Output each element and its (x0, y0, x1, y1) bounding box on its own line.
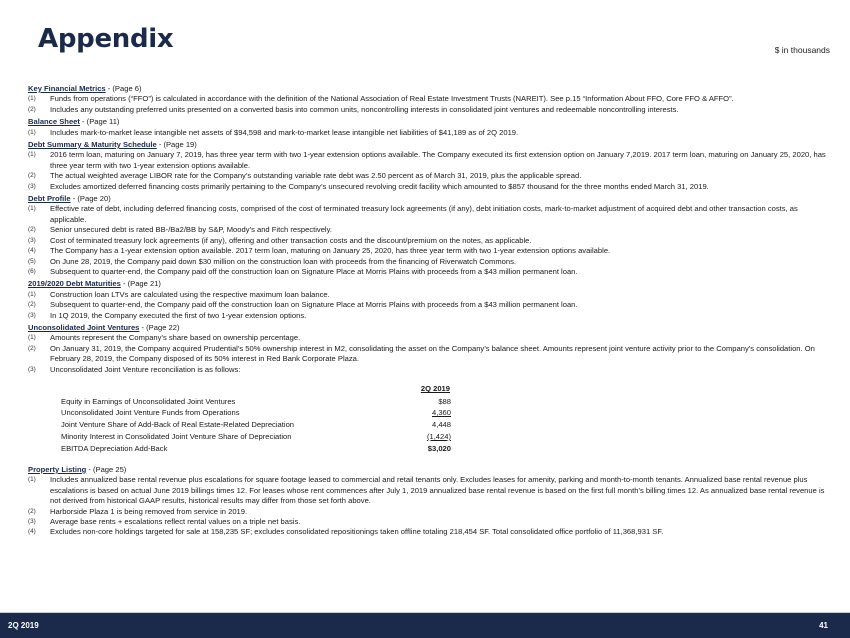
footnote (28, 182, 836, 192)
footnote-text: Construction loan LTVs are calculated using the respective maximum loan balance. (50, 289, 330, 299)
notes-sections (28, 84, 836, 375)
section (28, 279, 836, 321)
row-label: EBITDA Depreciation Add-Back (61, 443, 168, 453)
section-title: Balance Sheet (28, 117, 80, 127)
footer-bar (0, 613, 850, 638)
table-row (61, 431, 451, 443)
footnote (28, 204, 836, 225)
footnote (28, 290, 836, 300)
section-page-ref: - (Page 20) (70, 194, 111, 204)
appendix-content (28, 82, 836, 538)
section-heading (28, 279, 836, 289)
footnote-number: (1) (28, 205, 36, 213)
footnote (28, 300, 836, 310)
footnote-number: (3) (28, 517, 36, 525)
footnote-text: Funds from operations (“FFO”) is calculated in accordance with the definition of the National Association of Real Estate Investment Trusts (NAREIT). See p.15 “Information About FFO, Core FFO & AFFO”. (50, 94, 734, 104)
section-page-ref: - (Page 25) (86, 464, 127, 474)
footnote-text: 2016 term loan, maturing on January 7, 2019, has three year term with two 1-year extension options available. The Company executed its first extension option on January 7,2019. 2017 term loan, maturing on January 25, 2020, has three year term with two 1-year extension options available. (50, 150, 826, 170)
section-title: Debt Profile (28, 194, 71, 204)
row-value: 4,360 (431, 408, 451, 418)
section-heading (28, 117, 836, 127)
footnote-text: In 1Q 2019, the Company executed the first of two 1-year extension options. (50, 310, 307, 320)
footnote-number: (4) (28, 528, 36, 536)
footnote (28, 527, 836, 537)
row-label: Equity in Earnings of Unconsolidated Joint Ventures (61, 396, 236, 406)
footnote-number: (1) (28, 290, 36, 298)
section-heading (28, 465, 836, 475)
footnote-text: Cost of terminated treasury lock agreements (if any), offering and other transaction costs and the discount/premium on the notes, as applicable. (50, 235, 532, 245)
section-title: 2019/2020 Debt Maturities (28, 279, 121, 289)
footnote (28, 344, 836, 365)
footnote (28, 171, 836, 181)
footnote (28, 475, 836, 506)
section-title: Debt Summary & Maturity Schedule (28, 140, 157, 150)
section-page-ref: - (Page 19) (156, 140, 197, 150)
section-heading (28, 140, 836, 150)
footnote-number: (4) (28, 247, 36, 255)
row-label: Joint Venture Share of Add-Back of Real Estate-Related Depreciation (61, 420, 295, 430)
footnote-text: Subsequent to quarter-end, the Company paid off the construction loan on Signature Place at Morris Plains with proceeds from a $43 million permanent loan. (50, 300, 578, 310)
footnote (28, 225, 836, 235)
footnote-text: Average base rents + escalations reflect rental values on a triple net basis. (50, 516, 301, 526)
footnote (28, 311, 836, 321)
footnote-number: (2) (28, 172, 36, 180)
section-page-ref: - (Page 11) (79, 117, 120, 127)
footnote-text: The Company has a 1-year extension option available. 2017 term loan, maturing on January 25, 2020, has three year term with two 1-year extension options available. (50, 246, 611, 256)
footnote-number: (2) (28, 226, 36, 234)
footnote-number: (2) (28, 105, 36, 113)
footnote-number: (3) (28, 365, 36, 373)
section-page-ref: - (Page 22) (139, 322, 180, 332)
footnote-text: Amounts represent the Company’s share based on ownership percentage. (50, 333, 301, 343)
section-page-ref: - (Page 6) (105, 84, 142, 93)
footnote-text: Subsequent to quarter-end, the Company paid off the construction loan on Signature Place at Morris Plains with proceeds from a $43 million permanent loan. (50, 266, 578, 276)
footnote-number: (3) (28, 182, 36, 190)
jv-reconciliation-table (61, 383, 451, 455)
table-row (61, 408, 451, 420)
section (28, 194, 836, 277)
footnote-text: Excludes non-core holdings targeted for sale at 158,235 SF; excludes consolidated repositionings taken offline totaling 218,454 SF. Total consolidated office portfolio of 11,368,931 SF. (50, 527, 664, 537)
footnote-number: (1) (28, 151, 36, 159)
footnote (28, 105, 836, 115)
footnote (28, 507, 836, 517)
property-listing-section (28, 465, 836, 538)
footnote-number: (1) (28, 334, 36, 342)
section-heading (28, 323, 836, 333)
section-heading (28, 194, 836, 204)
row-value: $3,020 (427, 443, 451, 453)
footnote-text: On June 28, 2019, the Company paid down $30 million on the construction loan with proceeds from the financing of Riverwatch Commons. (50, 256, 517, 266)
footnote-number: (2) (28, 507, 36, 515)
footnote (28, 150, 836, 171)
footnote (28, 94, 836, 104)
section (28, 117, 836, 138)
footnote (28, 257, 836, 267)
section-page-ref: - (Page 21) (120, 279, 161, 289)
footnote-text: On January 31, 2019, the Company acquired Prudential’s 50% ownership interest in M2, consolidating the asset on the Company’s balance sheet. Amounts represent joint venture activity prior to the Company’s consolidation. On February 28, 2019, the Company disposed of its 50% interest in Red Bank Corporate Plaza. (50, 343, 815, 364)
section-title: Unconsolidated Joint Ventures (28, 322, 140, 332)
footnote-number: (5) (28, 257, 36, 265)
footnote-text: Includes any outstanding preferred units presented on a converted basis into common units, noncontrolling interests in consolidated joint ventures and redeemable noncontrolling interests. (50, 104, 679, 114)
row-value: (1,424) (426, 432, 451, 442)
row-value: 4,448 (431, 420, 451, 430)
section-title: Key Financial Metrics (28, 84, 106, 93)
footnote-text: The actual weighted average LIBOR rate for the Company’s outstanding variable rate debt was 2.50 percent as of March 31, 2019, plus the applicable spread. (50, 171, 582, 181)
footnote-number: (3) (28, 236, 36, 244)
section (28, 140, 836, 192)
page-number: 41 (819, 621, 828, 630)
footnote-text: Senior unsecured debt is rated BB-/Ba2/BB by S&P, Moody’s and Fitch respectively. (50, 225, 332, 235)
footnote-number: (1) (28, 95, 36, 103)
footnote-number: (2) (28, 301, 36, 309)
footer-period: 2Q 2019 (8, 621, 39, 630)
footnote-number: (1) (28, 128, 36, 136)
table-row (61, 396, 451, 408)
footnote (28, 267, 836, 277)
table-row (61, 420, 451, 432)
row-label: Minority Interest in Consolidated Joint Venture Share of Depreciation (61, 432, 292, 442)
footnote (28, 517, 836, 527)
footnote-number: (6) (28, 267, 36, 275)
jv-table-header: 2Q 2019 (420, 384, 450, 394)
footnote (28, 246, 836, 256)
section (28, 84, 836, 115)
section (28, 465, 836, 538)
section-title: Property Listing (28, 464, 87, 474)
row-value: $88 (438, 396, 451, 406)
footnote-text: Includes annualized base rental revenue plus escalations for square footage leased to commercial and retail tenants only. Excludes leases for amenity, parking and month-to-month tenants. Annualized base rental revenue plus escalations is based on actual June 2019 billings times 12. For leases whose rent commences after July 1, 2019 annualized base rental revenue is based on the first full month’s billing times 12. As annualized base rental revenue is not derived from historical GAAP results, historical results may differ from those set forth above. (50, 475, 825, 506)
footnote-text: Excludes amortized deferred financing costs primarily pertaining to the Company’s unsecured revolving credit facility which amounted to $857 thousand for the three months ended March 31, 2019. (50, 181, 709, 191)
footnote-text: Unconsolidated Joint Venture reconciliation is as follows: (50, 364, 241, 374)
units-note: $ in thousands (774, 45, 830, 55)
footnote-number: (2) (28, 344, 36, 352)
row-label: Unconsolidated Joint Venture Funds from Operations (61, 408, 240, 418)
footnote-text: Harborside Plaza 1 is being removed from service in 2019. (50, 506, 248, 516)
table-row (61, 443, 451, 455)
footnote-number: (3) (28, 311, 36, 319)
footnote (28, 333, 836, 343)
footnote (28, 365, 836, 375)
footnote-text: Includes mark-to-market lease intangible net assets of $94,598 and mark-to-market lease intangible net liabilities of $41,189 as of 2Q 2019. (50, 127, 519, 137)
section (28, 323, 836, 375)
footnote (28, 236, 836, 246)
footnote (28, 128, 836, 138)
footnote-text: Effective rate of debt, including deferred financing costs, comprised of the cost of terminated treasury lock agreements (if any), debt initiation costs, mark-to-market adjustment of acquired debt and other transaction costs, as applicable. (50, 204, 798, 224)
footnote-number: (1) (28, 476, 36, 484)
page-title: Appendix (38, 24, 174, 54)
section-heading (28, 84, 836, 94)
